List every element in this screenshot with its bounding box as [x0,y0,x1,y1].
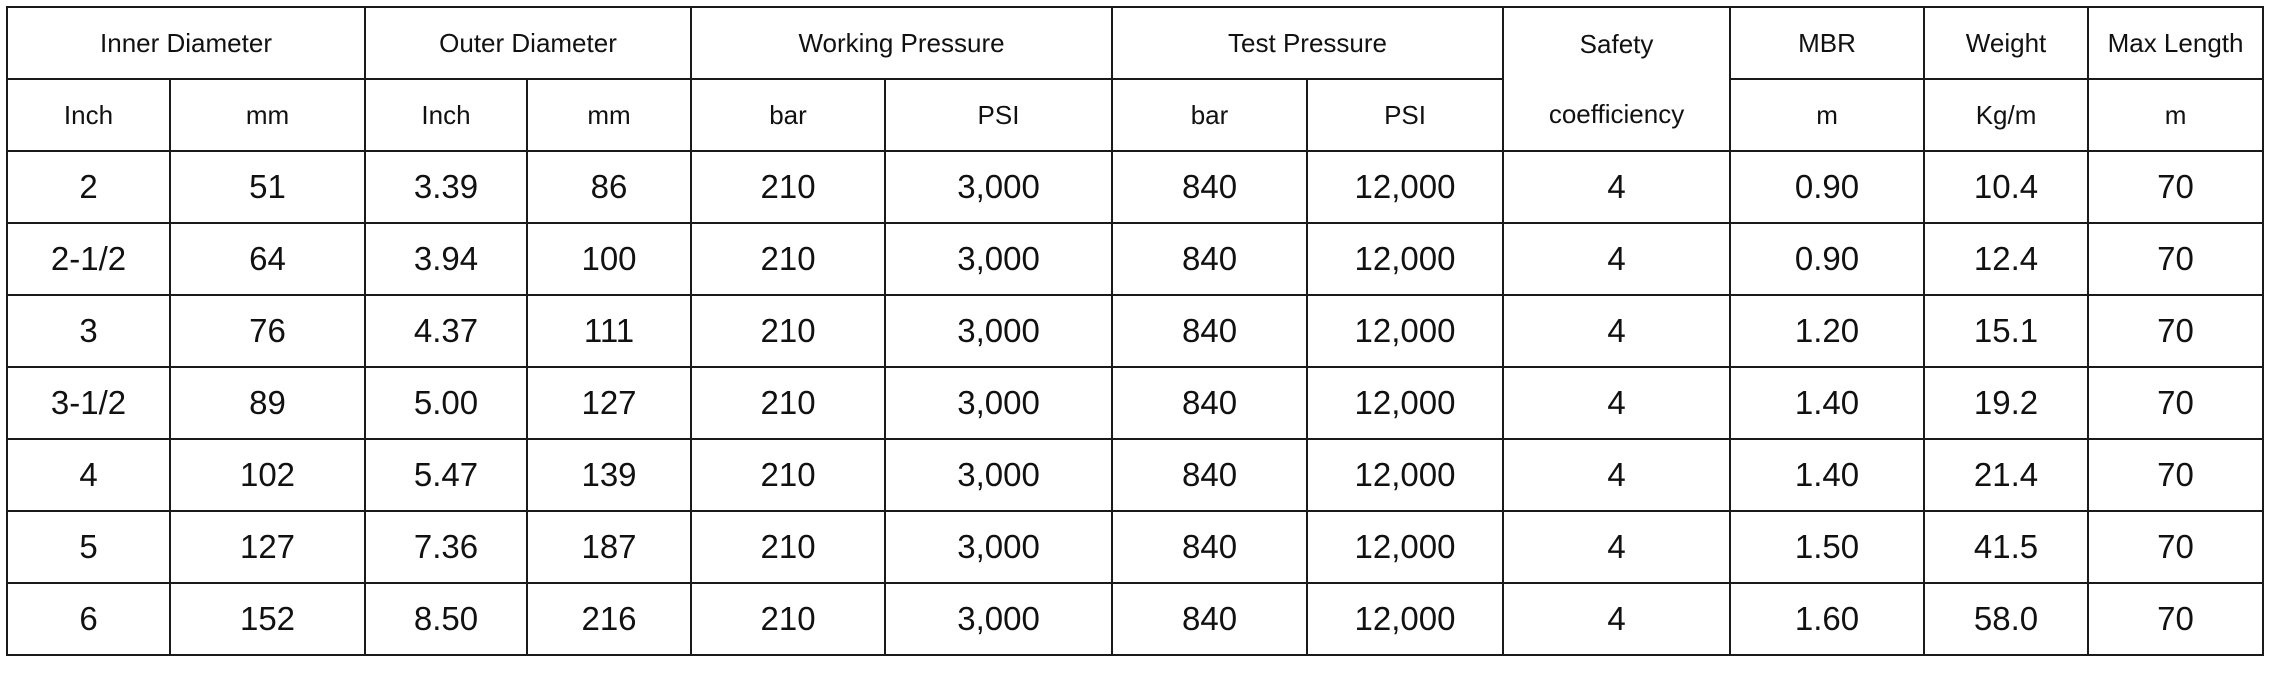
cell-od-mm: 86 [527,151,691,223]
cell-max-length: 70 [2088,583,2263,655]
cell-safety: 4 [1503,511,1730,583]
cell-max-length: 70 [2088,439,2263,511]
unit-od-inch: Inch [365,79,527,151]
unit-id-inch: Inch [7,79,170,151]
cell-wp-psi: 3,000 [885,367,1112,439]
cell-id-inch: 3-1/2 [7,367,170,439]
cell-id-inch: 6 [7,583,170,655]
unit-max-length: m [2088,79,2263,151]
cell-wp-bar: 210 [691,295,885,367]
cell-max-length: 70 [2088,151,2263,223]
cell-mbr: 1.20 [1730,295,1924,367]
unit-tp-bar: bar [1112,79,1307,151]
cell-id-mm: 76 [170,295,365,367]
header-test-pressure: Test Pressure [1112,7,1503,79]
cell-wp-psi: 3,000 [885,151,1112,223]
cell-id-inch: 2-1/2 [7,223,170,295]
cell-wp-psi: 3,000 [885,511,1112,583]
cell-tp-psi: 12,000 [1307,295,1503,367]
cell-wp-bar: 210 [691,439,885,511]
cell-max-length: 70 [2088,367,2263,439]
cell-id-mm: 127 [170,511,365,583]
cell-tp-bar: 840 [1112,439,1307,511]
cell-tp-psi: 12,000 [1307,367,1503,439]
table-row [7,583,2263,655]
cell-safety: 4 [1503,367,1730,439]
cell-tp-psi: 12,000 [1307,439,1503,511]
cell-tp-bar: 840 [1112,583,1307,655]
cell-od-mm: 100 [527,223,691,295]
table-row [7,295,2263,367]
cell-id-mm: 152 [170,583,365,655]
cell-weight: 15.1 [1924,295,2088,367]
cell-weight: 41.5 [1924,511,2088,583]
header-safety-coefficiency [1503,7,1730,151]
cell-tp-bar: 840 [1112,511,1307,583]
cell-od-inch: 3.39 [365,151,527,223]
cell-safety: 4 [1503,223,1730,295]
cell-od-mm: 187 [527,511,691,583]
table-row [7,367,2263,439]
cell-tp-bar: 840 [1112,223,1307,295]
table-row [7,151,2263,223]
cell-id-mm: 51 [170,151,365,223]
cell-weight: 21.4 [1924,439,2088,511]
cell-od-mm: 139 [527,439,691,511]
cell-wp-bar: 210 [691,367,885,439]
table-row [7,511,2263,583]
unit-mbr: m [1730,79,1924,151]
cell-id-inch: 2 [7,151,170,223]
header-weight: Weight [1924,7,2088,79]
cell-mbr: 1.50 [1730,511,1924,583]
cell-id-inch: 4 [7,439,170,511]
unit-tp-psi: PSI [1307,79,1503,151]
spec-table-container [6,6,2264,656]
cell-wp-bar: 210 [691,223,885,295]
cell-tp-psi: 12,000 [1307,511,1503,583]
cell-id-mm: 102 [170,439,365,511]
cell-od-inch: 4.37 [365,295,527,367]
cell-wp-psi: 3,000 [885,439,1112,511]
cell-mbr: 1.60 [1730,583,1924,655]
cell-tp-bar: 840 [1112,295,1307,367]
cell-safety: 4 [1503,583,1730,655]
cell-id-inch: 3 [7,295,170,367]
table-row [7,439,2263,511]
cell-od-mm: 216 [527,583,691,655]
header-working-pressure: Working Pressure [691,7,1112,79]
cell-wp-bar: 210 [691,511,885,583]
header-row-units [7,79,2263,151]
header-safety-line1: Safety [1579,28,1654,59]
cell-id-mm: 89 [170,367,365,439]
unit-id-mm: mm [170,79,365,151]
cell-od-inch: 5.00 [365,367,527,439]
hose-spec-table [6,6,2264,656]
cell-max-length: 70 [2088,511,2263,583]
cell-weight: 12.4 [1924,223,2088,295]
cell-max-length: 70 [2088,223,2263,295]
cell-wp-psi: 3,000 [885,295,1112,367]
cell-mbr: 1.40 [1730,367,1924,439]
cell-mbr: 1.40 [1730,439,1924,511]
header-inner-diameter: Inner Diameter [7,7,365,79]
cell-wp-psi: 3,000 [885,223,1112,295]
cell-od-mm: 127 [527,367,691,439]
cell-od-inch: 5.47 [365,439,527,511]
header-mbr: MBR [1730,7,1924,79]
table-row [7,223,2263,295]
cell-safety: 4 [1503,151,1730,223]
unit-wp-bar: bar [691,79,885,151]
cell-wp-bar: 210 [691,583,885,655]
cell-id-inch: 5 [7,511,170,583]
header-max-length: Max Length [2088,7,2263,79]
cell-od-inch: 8.50 [365,583,527,655]
cell-mbr: 0.90 [1730,223,1924,295]
header-outer-diameter: Outer Diameter [365,7,691,79]
cell-weight: 19.2 [1924,367,2088,439]
cell-tp-psi: 12,000 [1307,151,1503,223]
cell-tp-psi: 12,000 [1307,223,1503,295]
cell-safety: 4 [1503,439,1730,511]
header-safety-line2: coefficiency [1548,98,1685,129]
cell-tp-bar: 840 [1112,151,1307,223]
unit-od-mm: mm [527,79,691,151]
cell-mbr: 0.90 [1730,151,1924,223]
cell-od-inch: 7.36 [365,511,527,583]
unit-wp-psi: PSI [885,79,1112,151]
cell-weight: 10.4 [1924,151,2088,223]
cell-wp-bar: 210 [691,151,885,223]
cell-tp-bar: 840 [1112,367,1307,439]
cell-id-mm: 64 [170,223,365,295]
header-row-groups [7,7,2263,79]
cell-tp-psi: 12,000 [1307,583,1503,655]
cell-od-mm: 111 [527,295,691,367]
cell-weight: 58.0 [1924,583,2088,655]
unit-weight: Kg/m [1924,79,2088,151]
cell-safety: 4 [1503,295,1730,367]
cell-od-inch: 3.94 [365,223,527,295]
cell-wp-psi: 3,000 [885,583,1112,655]
cell-max-length: 70 [2088,295,2263,367]
